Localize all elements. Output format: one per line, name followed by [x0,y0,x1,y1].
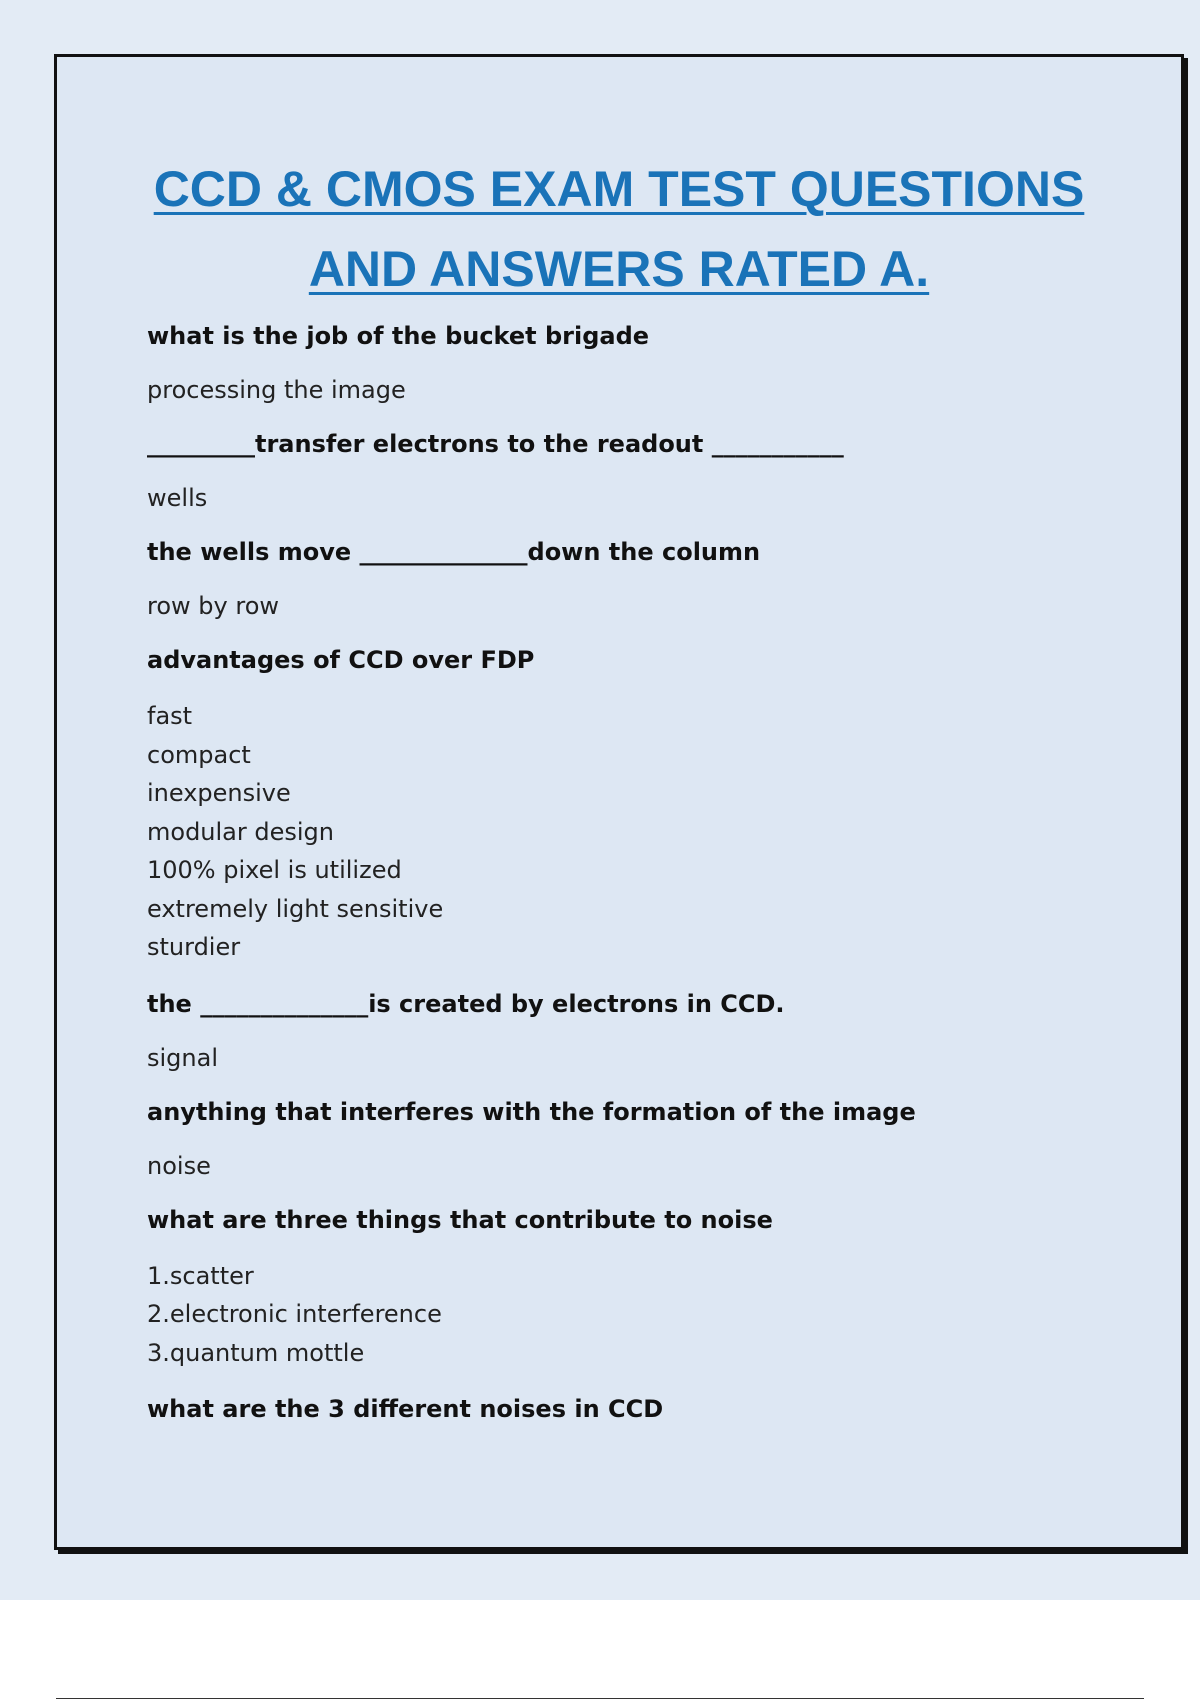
answer-item: 3.quantum mottle [147,1338,365,1367]
answer-item: sturdier [147,933,241,961]
footer-divider [56,1698,1144,1699]
answer-item: 1.scatter [147,1261,254,1290]
question: anything that interferes with the formation of the image [147,1097,916,1126]
question: the ______________is created by electrons in CCD. [147,989,785,1018]
question: what is the job of the bucket brigade [147,322,650,350]
answer-item: modular design [147,817,334,846]
answer-item: compact [147,740,251,769]
question: advantages of CCD over FDP [147,646,535,674]
question: what are the 3 different noises in CCD [147,1395,664,1423]
title-line-1: CCD & CMOS EXAM TEST QUESTIONS [153,161,1085,217]
title-line-2: AND ANSWERS RATED A. [308,241,930,297]
question: the wells move ______________down the column [147,538,761,566]
answer-item: fast [147,702,193,730]
document-title [57,149,1181,309]
answer: row by row [147,592,279,620]
answer-list [147,1257,1107,1373]
answer-item: inexpensive [147,779,291,807]
answer: wells [147,484,208,512]
answer-item: 2.electronic interference [147,1300,442,1328]
answer-list [147,697,1107,967]
answer: processing the image [147,376,406,404]
qa-list [147,319,1107,1446]
question: _________transfer electrons to the readout ___________ [147,430,844,458]
document-frame [54,54,1184,1550]
question: what are three things that contribute to noise [147,1205,773,1234]
answer: noise [147,1151,211,1180]
answer-item: extremely light sensitive [147,894,444,923]
answer-item: 100% pixel is utilized [147,856,402,884]
answer: signal [147,1043,218,1072]
